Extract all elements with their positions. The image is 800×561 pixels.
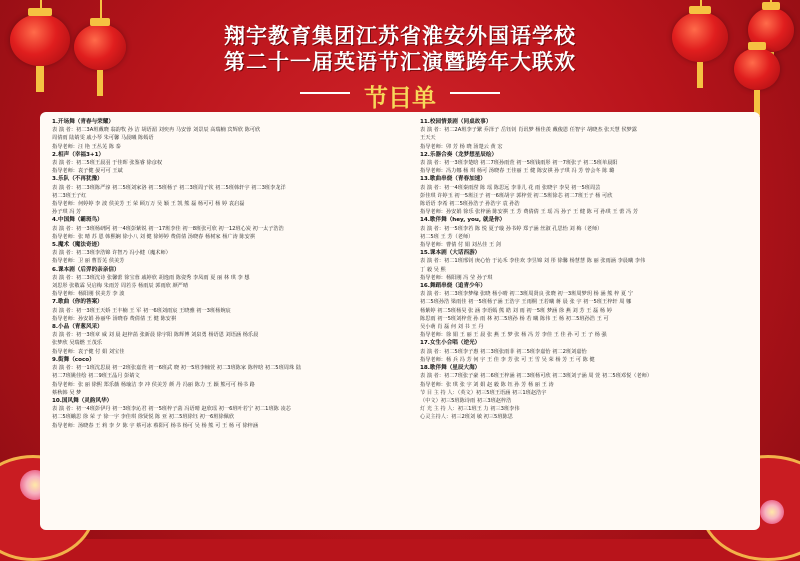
program-item-title: 11.校园情景剧（同桌故事）	[420, 119, 492, 125]
divider	[300, 92, 350, 94]
program-item-row: 初二7班姚佳绘 初二9班王晶月 彭婧文	[52, 373, 140, 380]
program-item-row: 孙子琪 冯 芳	[52, 209, 82, 216]
program-item-row: 表 演 者：初二3班李梦缘 张晓 杨小晴 初二3班周贤良 张晓 初一3班周梦玥 杨 涵 熊 梓 夏 宁	[420, 291, 633, 298]
program-column-left	[52, 118, 392, 430]
program-item-row: 丁 毅 吴 熙	[420, 266, 446, 273]
program-item-title: 7.歌曲（你的答案）	[52, 299, 103, 306]
program-item-row: 指导老师：徐 娟 王 丽 王 晨 张 燕 王 梦 张 杨 冯 芳 李佳 王 佳 孙 可 王 子 杨 强	[420, 332, 607, 339]
program-item-row: 表 演 者：初一3班王天娇 王丰楠 王 军 初一6班刘雨宸 王晓雅 初一3班杨婉宸	[52, 307, 231, 314]
program-item	[420, 282, 750, 339]
program-item-row: 指导老师：汪 艳 王丛芜 陈 泰	[52, 143, 121, 150]
program-item-row: 指导老师：卫 丽 曹晋芜 侯美芳	[52, 258, 125, 265]
program-item-title: 18.歌伴舞（星辰大海）	[420, 365, 481, 372]
program-item	[52, 151, 392, 176]
program-item-row: 张梦欣 吴瑞燃 王茂乐	[52, 340, 102, 347]
program-item-row: 初二3班王子红	[52, 192, 87, 199]
program-item-row: 表 演 者：初一5班李若 陈 悦 夏子璇 孙书婷 郑子涵 丝淑 孔思怡 刘 梅（老师）	[420, 225, 603, 232]
program-item-row: 表 演 者：初一3班李楚晗 初二7班孙雨萱 初一5班钱雨彤 初一7班张子 初二5班单晨阳	[420, 160, 618, 167]
program-item	[420, 339, 750, 364]
program-item-row: 表 演 者：初一1班沈思晨 初一2班张嘉萱 初一6班武 晓 初一5班李楠萱 初二3班陈家 陈梓晗 初二5班周珠 陆	[52, 365, 301, 372]
host-names: 初三1班王 力 初三3班李伟	[457, 406, 520, 413]
host-row	[420, 413, 750, 421]
program-item-row: 初二5班孙浩 梁雨佳 初一5班杨子涵 王浩宇 王雨桐 王若曦 蒋 晨 张 宇 初一5班王梓轩 周 娜	[420, 299, 632, 306]
title-line1: 翔宇教育集团江苏省淮安外国语学校	[224, 23, 576, 48]
program-item-row: 表 演 者：初二3班李浩锦 许智乃 冯小健（魔术师）	[52, 250, 171, 257]
program-item-row: 指导老师：杨阳刚 侯美芳 李 波	[52, 291, 125, 298]
title-line2: 第二十一届英语节汇演暨跨年大联欢	[224, 49, 576, 74]
program-item	[52, 216, 392, 241]
program-item-row: 表 演 者：初二3班陈严淳 初二5班刘家洛 初二5班杨子 初二3班周子钦 初二5班韩轩宇 初二3班李龙洋	[52, 184, 286, 191]
host-names: （中文）初三5班陈诗雨 初三3班赵梓浩	[420, 397, 512, 404]
program-item-row: 指导老师：冯力娜 杨 琪 杨可 汤晓春 王佳丽 王 健 陈安祺 孙子琪 冯 芳 曾会冬 陈 璐	[420, 168, 615, 175]
program-item-row: 指导老师：卯 芳 杨 晓 汤楚云 黄 宏	[420, 143, 503, 150]
program-item-row: 表 演 者：初二3A班戴晓 翁韵牧 孙 洁 胡语湄 刘奕冉 马安蓉 刘景辰 高瑞楠 宾辉欣 陈可欣	[52, 127, 261, 134]
program-item-title: 4.中国舞（霸斑鸟）	[52, 217, 103, 224]
program-item-row: 指导老师：何婷婷 李 波 侯美芳 王 荣 顾万万 吴 颖 王 凯 熊 磊 杨可可 杨 婷 袁启磊	[52, 201, 245, 208]
program-item-row: 陈思雨 初一5班刘梓萱 孙 雨 林 初二5班孙 杨 若 曦 陈伟 王 杨 初二5班孙浩 王 可	[420, 315, 609, 322]
program-item-title: 10.国风舞（灵韵风华）	[52, 397, 113, 404]
program-item-title: 12.乐器合奏（龙梦想星辰绘）	[420, 151, 498, 158]
program-item-row: 表 演 者：初一4班秦雨滢 陈 瑶 陈思远 李菲儿 花 雨 张晓宇 李昊 初一5班周芸	[420, 184, 601, 191]
program-item-title: 3.乐队（不再犹豫）	[52, 176, 103, 183]
program-item-row: 表 演 者：初一3班杨研阿 初一4班彭紫锐 初一17班李佳 初一8班张可欣 初一12班心炭 初一太子浩浩	[52, 225, 284, 232]
program-item	[52, 323, 392, 356]
program-item	[52, 298, 392, 323]
program-item-row: 蔡秋韩 吴 梦	[52, 389, 82, 396]
program-item-row: 杨紫婷 初二5班杨昊 张 涵 李语嫣 熊 皓 刘 雨 初一5班 梦涵 徐 燕 刘 芳 王 磊 杨 婷	[420, 307, 612, 314]
program-item	[52, 241, 392, 266]
program-item-row: 指导老师：杨阳刚 冯 莹 孙子琪	[420, 274, 493, 281]
host-row	[420, 405, 750, 413]
program-item-row: 指导老师：张 晴 苏 恩 韩熙娴 徐小八 刘 健 徐婷婷 费倩倩 汤晓春 杨树家 杨广涛 陈安祺	[52, 233, 255, 240]
program-item-row: 表 演 者：初二3班沈诗 张馨蕾 徐宝蓉 戚婷欣 胡逸雨 陈姿秀 李凤雨 夏 丽 林 琪 李 想	[52, 274, 250, 281]
program-item	[420, 364, 750, 389]
host-label: 心灵主持人：	[420, 414, 452, 421]
host-names: （英文）初三5班王语涵 初三1班赵浩宇	[457, 389, 547, 396]
program-item-row: 初二5班 王 芳（老师）	[420, 233, 474, 240]
program-item-row: 表 演 者：初二7班张子豪 初二6班王梓涵 初二3班杨可欣 初二3班刘子涵 周 萱 初二5班邓悦（老师）	[420, 373, 653, 380]
program-sheet	[40, 112, 760, 530]
program-item-row: 表 演 者：初一4班彭伊丹 初一3班李沁君 初一5班梓子菡 冯语晴 赵欣瑶 初一6班叶若宁 初二1班陈 凌芯	[52, 406, 291, 413]
program-item-row: 指导老师：孙安娟 孙丽华 汤晓春 费倩倩 王 健 陈安祺	[52, 315, 177, 322]
program-item	[420, 151, 750, 176]
program-item	[52, 118, 392, 151]
program-item	[52, 397, 392, 430]
program-item-title: 8.小品（青葱风采）	[52, 324, 103, 331]
program-item-row: 指导老师：曹倩 付 娟 刘丛佳 王 剑	[420, 242, 501, 249]
program-item-row: 王天天	[420, 135, 436, 142]
program-item-row: 吴小萌 肖 磊 何 刘 书 王 丹	[420, 324, 484, 331]
host-row	[420, 389, 750, 397]
program-item	[52, 175, 392, 216]
program-item-row: 表 演 者：初二2A班李子繁 乔泽子 岳钰钊 肖讯梦 杨佳羡 戴俊恩 任智宇 胡晓杰 张天慧 侯梦露	[420, 127, 637, 134]
program-column-right	[420, 118, 750, 422]
program-item-title: 5.魔术（魔法奇迹）	[52, 242, 103, 249]
program-item-row: 表 演 者：初二5班王晨羽 于佳晖 张鉴睿 徐彦权	[52, 160, 163, 167]
program-item-row: 刘思彤 张敬霖 吴启梅 朱雨芳 周若芬 杨雨辰 郭雨欣 颜严晴	[52, 283, 189, 290]
program-item-title: 17.女生小合唱（逆光）	[420, 340, 481, 347]
program-item-row: 指导老师：孙安娟 徐乐 张梓涵 陈安祺 王 芳 费倩倩 王 瑶 冯 孙子 王 健 陈 可 孙琪 王 蕾 冯 芳	[420, 209, 639, 216]
program-item-title: 15.课本剧（大话西游）	[420, 250, 481, 257]
program-item-title: 14.歌伴舞（hey, you, 就是你）	[420, 217, 506, 224]
program-item	[52, 266, 392, 299]
program-item-row: 指导老师：张 丽 徐熙 郑乐薇 杨瑜洁 李 冲 侯美芳 颜 丹 冯丽 陈力 王 颖 熊可可 杨书 路	[52, 381, 255, 388]
program-item	[420, 249, 750, 282]
program-item-title: 1.开场舞（青春与荣耀）	[52, 119, 114, 125]
host-label: 节 目 主 持 人：	[420, 389, 458, 396]
program-item	[420, 118, 750, 151]
program-item-row: 指导老师：杨 兵 冯 芳 何 宇 王 佳 李 芳 张 可 王 雪 吴 荣 杨 芳 王 可 陈 健	[420, 356, 595, 363]
flower-icon	[760, 500, 784, 524]
program-item-title: 16.舞蹈串烧（追青少年）	[420, 283, 486, 290]
program-item-title: 2.相声（幸福3+1）	[52, 151, 105, 158]
program-item-title: 6.课本剧（后羿的亲亲信）	[52, 266, 120, 273]
program-item-row: 初二5班蛾思 徐 荣 子 徐一宇 李佳琪 徐贤悦 陈 亚 初二5班徐钰 初一6班徐佩欣	[52, 414, 235, 421]
program-item-row: 周倩雨 陆婧雯 戚小琴 朱可馨 马晨曦 陈嫣语	[52, 135, 154, 142]
program-item	[52, 356, 392, 397]
program-item-title: 13.歌曲串烧（青春加速）	[420, 176, 486, 183]
program-item-row: 指导老师：袁子健 付 娟 刘宝佳	[52, 348, 125, 355]
divider	[450, 92, 500, 94]
program-item-row: 陈语语 李希 初二5班孙浩子 孙浩宇 袁 孙浩	[420, 201, 520, 208]
program-item-row: 指导老师：袁子健 晏可可 王斌	[52, 168, 123, 175]
program-item	[420, 216, 750, 249]
program-item	[420, 175, 750, 216]
program-item-row: 表 演 者：初一3班章 威 刘 晨 赵梓菡 张新晨 徐宇阳 陈辉博 刘泉勇 杨语恩 刘语涵 杨乐晨	[52, 332, 259, 339]
host-row	[420, 397, 750, 405]
program-item-row: 指导老师：张 琪 张 宇 刘 娟 赵 毅 陈 钰 孙 芳 杨 丽 王 涛	[420, 381, 554, 388]
program-item-row: 表 演 者：初二5班李子惠 初二3班张雨菲 初二5班李嘉怡 初二2班刘嘉怡	[420, 348, 587, 355]
program-banner	[300, 78, 500, 112]
program-item-row: 指导老师：汤晓春 王 莉 李 夕 陈 宇 蔡可冰 蔡阳可 杨书 杨可 吴 杨 熊 可 王 杨 可 徐梓涵	[52, 422, 259, 429]
host-label: 灯 光 主 持 人：	[420, 406, 458, 413]
program-banner-text: 节目单	[364, 83, 436, 112]
program-item-title: 9.街舞（coco）	[52, 356, 95, 363]
host-names: 初三2班刘 敏 初三5班陈思	[451, 414, 513, 421]
program-item-row: 彭佳琪 许婷玉 初一5班汪子 初一6班胡宇 郭梓萱 初二5班徐芯 初二7班王子 杨 可欣	[420, 192, 613, 199]
program-item-row: 表 演 者：初二1班邢钊 庚心怡 于沁禾 李佳欢 李昱锦 刘 彤 徐馨 杨慧慧 陈 丽 张雨涵 李晨曦 李伟	[420, 258, 646, 265]
